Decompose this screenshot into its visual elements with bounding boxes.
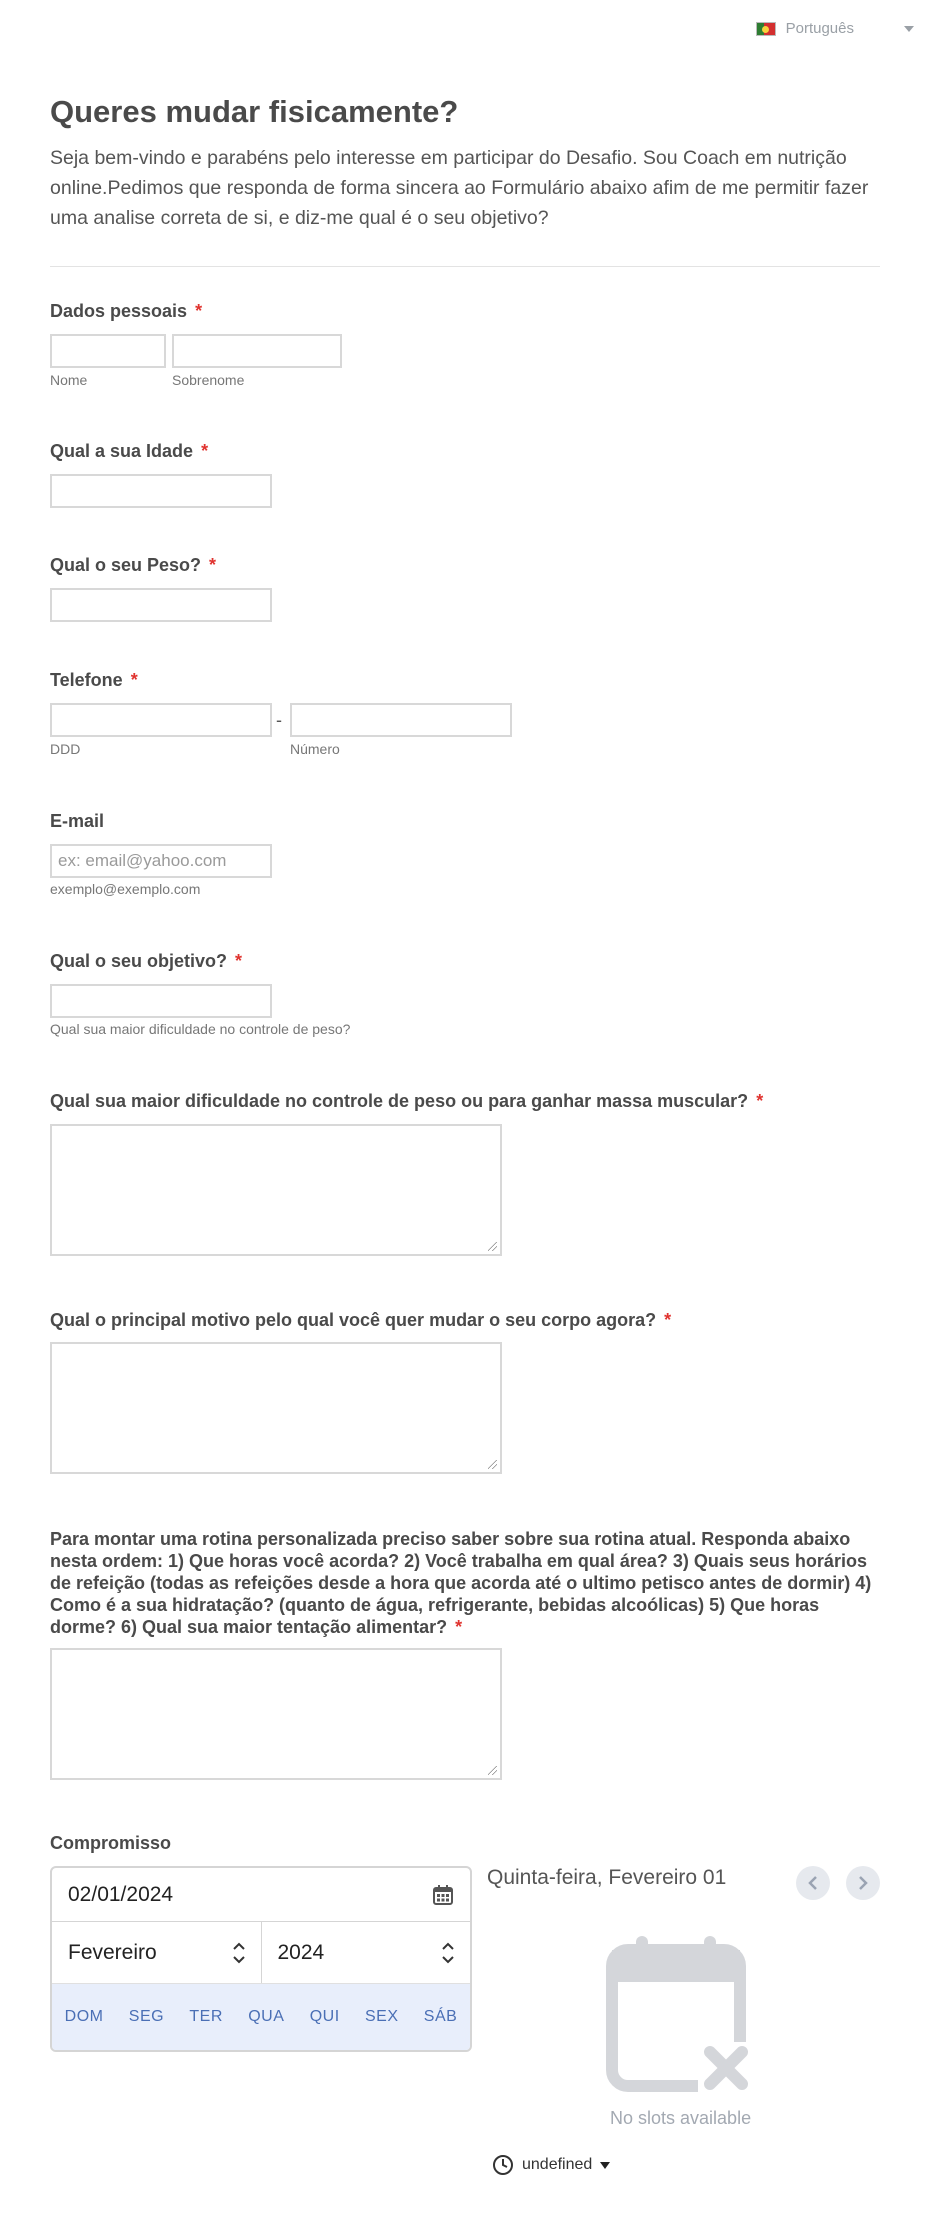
language-label: Português — [785, 20, 854, 37]
year-select[interactable] — [262, 1922, 471, 1983]
phone-label: Telefone * — [50, 670, 138, 690]
chevron-right-icon — [857, 1875, 869, 1891]
date-input[interactable] — [52, 1868, 470, 1922]
age-input[interactable] — [50, 474, 272, 508]
goal-input[interactable] — [50, 984, 272, 1018]
portugal-flag-icon — [756, 22, 776, 36]
timezone-label: undefined — [522, 2156, 593, 2173]
routine-textarea[interactable] — [50, 1648, 502, 1780]
weekday-label: QUI — [309, 2008, 340, 2025]
caret-down-icon — [600, 2162, 610, 2169]
difficulty-label: Qual sua maior dificuldade no controle de peso ou para ganhar massa muscular? * — [50, 1091, 764, 1111]
next-day-button[interactable] — [846, 1866, 880, 1900]
motive-textarea[interactable] — [50, 1342, 502, 1474]
date-value: 02/01/2024 — [68, 1882, 174, 1906]
weekday-label: SEX — [364, 2008, 399, 2025]
email-input[interactable]: ex: email@yahoo.com — [50, 844, 272, 878]
no-slots-message: No slots available — [610, 2108, 752, 2128]
chevron-down-icon — [904, 26, 914, 32]
appointment-label: Compromisso — [50, 1833, 172, 1853]
month-stepper-icon[interactable] — [233, 1942, 245, 1964]
month-value: Fevereiro — [68, 1940, 157, 1964]
phone-separator: - — [276, 710, 282, 730]
date-picker — [50, 1866, 472, 2052]
goal-label: Qual o seu objetivo? * — [50, 951, 243, 971]
phone-number-input[interactable] — [290, 703, 512, 737]
weight-label: Qual o seu Peso? * — [50, 555, 217, 575]
weekday-label: SEG — [128, 2008, 165, 2025]
year-stepper-icon[interactable] — [442, 1942, 454, 1964]
weekday-label: DOM — [64, 2008, 104, 2025]
weekday-header — [52, 1984, 470, 2050]
first-name-input[interactable] — [50, 334, 166, 368]
weekday-label: SÁB — [423, 2008, 458, 2025]
name-label: Dados pessoais * — [50, 301, 203, 321]
weekday-label: QUA — [248, 2008, 285, 2025]
divider — [50, 266, 880, 267]
age-label: Qual a sua Idade * — [50, 441, 209, 461]
month-select[interactable] — [52, 1922, 262, 1983]
year-value: 2024 — [277, 1940, 325, 1964]
weight-input[interactable] — [50, 588, 272, 622]
prev-day-button[interactable] — [796, 1866, 830, 1900]
difficulty-textarea[interactable] — [50, 1124, 502, 1256]
email-sublabel: exemplo@exemplo.com — [50, 881, 201, 897]
form-title: Queres mudar fisicamente? — [50, 94, 459, 129]
last-name-input[interactable] — [172, 334, 342, 368]
weekday-label: TER — [189, 2008, 223, 2025]
phone-area-input[interactable] — [50, 703, 272, 737]
last-name-sublabel: Sobrenome — [172, 372, 245, 388]
goal-sublabel: Qual sua maior dificuldade no controle de peso? — [50, 1021, 351, 1037]
calendar-icon[interactable] — [432, 1884, 454, 1906]
phone-area-sublabel: DDD — [50, 741, 81, 757]
routine-label: Para montar uma rotina personalizada preciso saber sobre sua rotina atual. Responda abaixo nesta ordem: 1) Que horas você acorda? 2) Você trabalha em qual área? 3) Quais seus horários de refeição (todas as refeições desde a hora que acorda até o ultimo petisco antes de dormir) 4) Como é a sua hidratação? (quanto de água, refrigerante, bebidas alcoólicas) 5) Que horas dorme? 6) Qual sua maior tentação alimentar? * — [50, 1529, 872, 1637]
language-selector[interactable] — [756, 20, 914, 37]
first-name-sublabel: Nome — [50, 372, 88, 388]
phone-number-sublabel: Número — [290, 741, 340, 757]
motive-label: Qual o principal motivo pelo qual você quer mudar o seu corpo agora? * — [50, 1310, 672, 1330]
form-description: Seja bem-vindo e parabéns pelo interesse em participar do Desafio. Sou Coach em nutrição online.Pedimos que responda de forma sincera ao Formulário abaixo afim de me permitir fazer uma analise correta de si, e diz-me qual é o seu objetivo? — [50, 147, 869, 229]
timezone-selector[interactable] — [492, 2154, 610, 2176]
clock-icon — [492, 2154, 514, 2176]
calendar-x-icon — [606, 1936, 752, 2096]
email-label: E-mail — [50, 811, 105, 831]
selected-day-heading: Quinta-feira, Fevereiro 01 — [487, 1866, 727, 1889]
chevron-left-icon — [807, 1875, 819, 1891]
